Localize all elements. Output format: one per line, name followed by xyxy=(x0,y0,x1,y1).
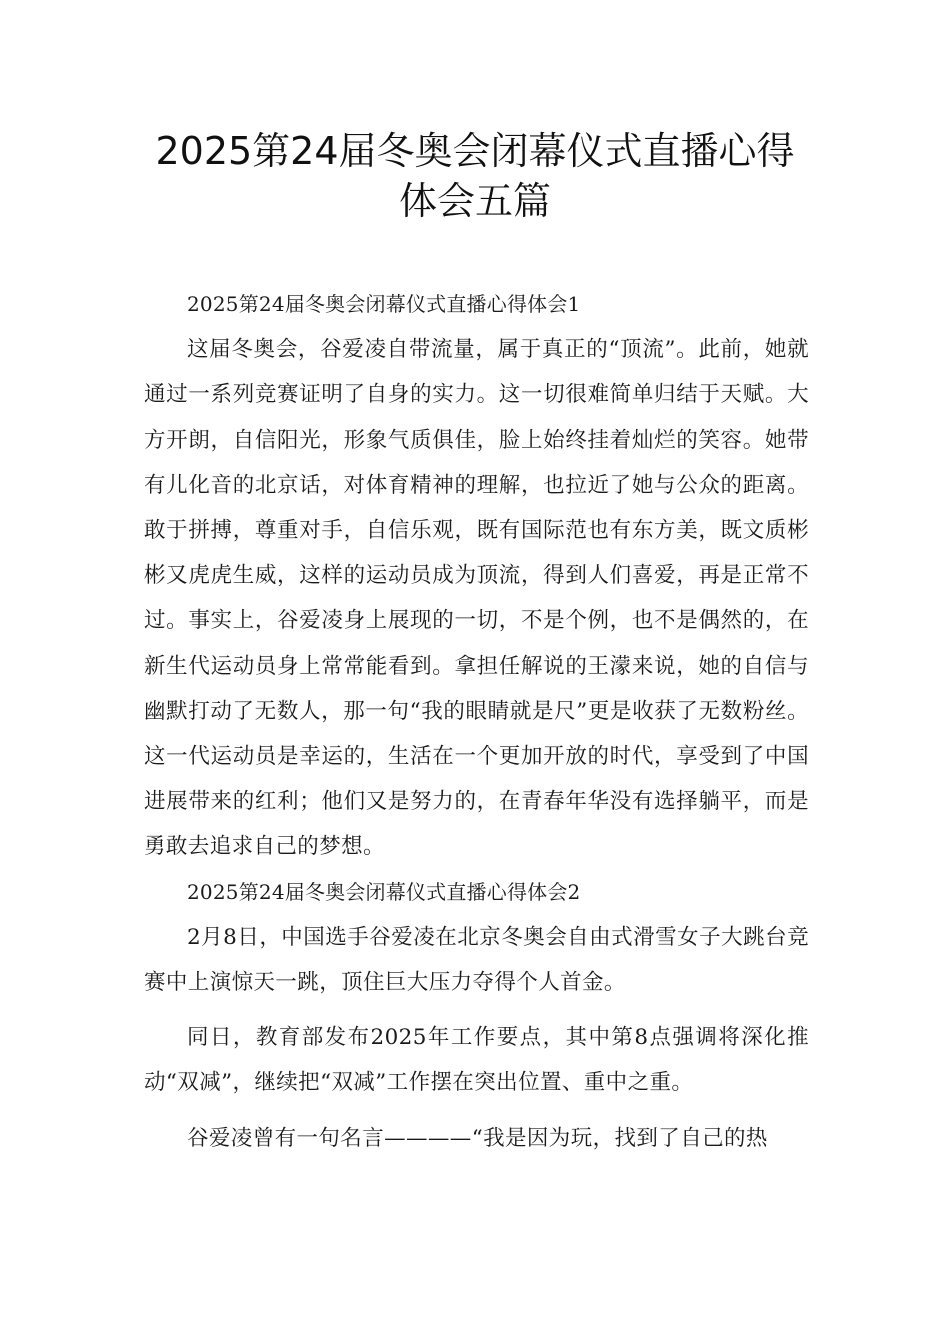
document-body xyxy=(144,282,809,1161)
section-2-paragraph-1: 2月8日，中国选手谷爱凌在北京冬奥会自由式滑雪女子大跳台竞赛中上演惊天一跳，顶住巨大压力夺得个人首金。 xyxy=(144,924,809,996)
section-heading-2: 2025第24届冬奥会闭幕仪式直播心得体会2 xyxy=(187,879,581,904)
document-title xyxy=(100,126,850,226)
title-line-2: 体会五篇 xyxy=(398,179,551,223)
section-1-paragraph-1: 这届冬奥会，谷爱凌自带流量，属于真正的“顶流”。此前，她就通过一系列竞赛证明了自身的实力。这一切很难简单归结于天赋。大方开朗，自信阳光，形象气质俱佳，脸上始终挂着灿烂的笑容。她带有儿化音的北京话，对体育精神的理解，也拉近了她与公众的距离。敢于拼搏，尊重对手，自信乐观，既有国际范也有东方美，既文质彬彬又虎虎生威，这样的运动员成为顶流，得到人们喜爱，再是正常不过。事实上，谷爱凌身上展现的一切，不是个例，也不是偶然的，在新生代运动员身上常常能看到。拿担任解说的王濛来说，她的自信与幽默打动了无数人，那一句“我的眼睛就是尺”更是收获了无数粉丝。这一代运动员是幸运的，生活在一个更加开放的时代，享受到了中国进展带来的红利；他们又是努力的，在青春年华没有选择躺平，而是勇敢去追求自己的梦想。 xyxy=(144,337,809,860)
title-line-1: 2025第24届冬奥会闭幕仪式直播心得 xyxy=(155,129,795,173)
paragraph-spacer xyxy=(144,1106,809,1116)
section-2-paragraph-2: 同日，教育部发布2025年工作要点，其中第8点强调将深化推动“双减”，继续把“双减”工作摆在突出位置、重中之重。 xyxy=(144,1025,809,1096)
section-heading-1: 2025第24届冬奥会闭幕仪式直播心得体会1 xyxy=(187,292,581,316)
section-2-paragraph-3: 谷爱凌曾有一句名言————“我是因为玩，找到了自己的热 xyxy=(187,1125,768,1151)
paragraph-spacer xyxy=(144,1005,809,1015)
